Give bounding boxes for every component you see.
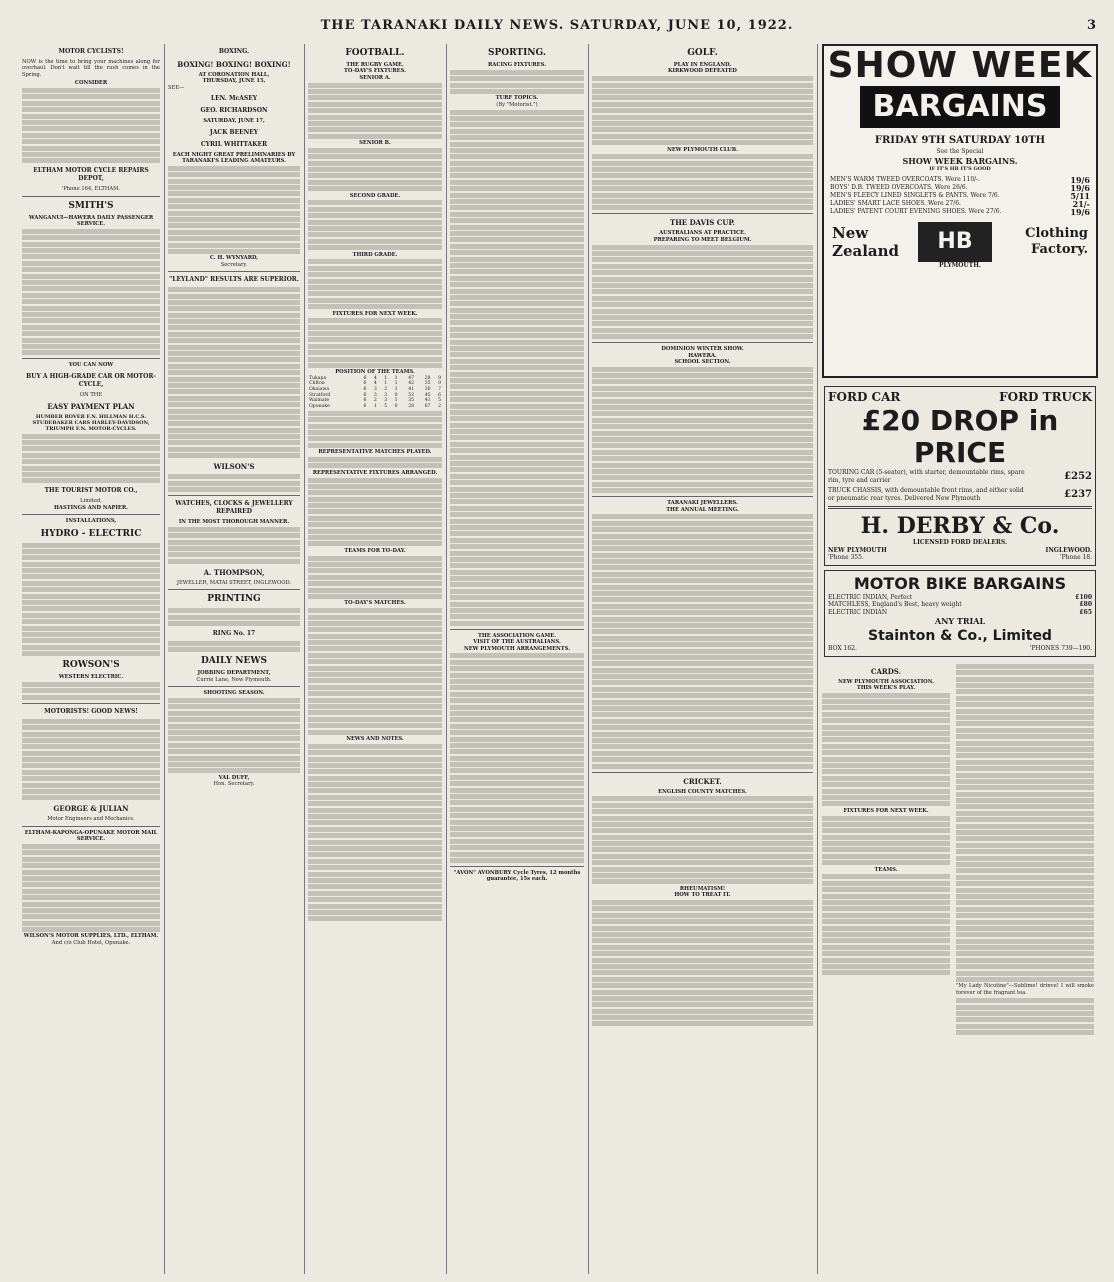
price-row (824, 176, 1096, 184)
senior-b-heading: SENIOR B. (359, 140, 391, 147)
my-lady-text: "My Lady Nicotine"—Sublime! drinve! I will smoke forever of the fragrant tea. (956, 983, 1094, 996)
body-text (22, 434, 160, 484)
ladder-cell: 0 (394, 403, 398, 409)
tourist-motor-heading: THE TOURIST MOTOR CO., (44, 487, 138, 495)
wilsons-motor-heading: WILSON'S MOTOR SUPPLIES, LTD., ELTHAM. (23, 933, 159, 940)
ladder-cell: 53 (408, 392, 415, 398)
see-special: See the Special (936, 148, 984, 155)
body-text (22, 88, 160, 163)
preliminaries: EACH NIGHT GREAT PRELIMINARIES BY TARANAKI'S LEADING AMATEURS. (172, 151, 296, 165)
currie-lane: Currie Lane, New Plymouth. (196, 676, 272, 683)
motor-bike-ad (824, 570, 1096, 657)
fixtures-next-heading: FIXTURES FOR NEXT WEEK. (843, 807, 929, 814)
ladder-cell: 6 (363, 387, 367, 393)
clothing-factory: Clothing Factory. (1025, 225, 1088, 257)
ladder-cell: 6 (363, 381, 367, 387)
price-value: 5/11 (1070, 190, 1090, 201)
ford-ad (824, 386, 1096, 566)
ladder-cell: 1 (384, 381, 388, 387)
bike-item: ELECTRIC INDIAN (828, 608, 888, 616)
ladder-cell: 4 (373, 381, 377, 387)
body-text (22, 682, 160, 700)
body-text (592, 900, 813, 1026)
boxer-geo: GEO. RICHARDSON (200, 107, 268, 115)
ladder-cell: 4 (373, 375, 377, 381)
bike-item: MATCHLESS, England's Best, heavy weight (828, 601, 962, 608)
truck-price: £237 (1064, 488, 1092, 500)
leyland-heading: "LEYLAND" RESULTS ARE SUPERIOR. (169, 276, 299, 284)
western-electric: WESTERN ELECTRIC. (58, 674, 124, 681)
truck-desc: TRUCK CHASSIS, with demountable front rims, and either solid or pneumatic rear tyres. Delivered New Plymouth (828, 487, 1024, 502)
england-heading: PLAY IN ENGLAND. (673, 62, 732, 68)
body-text (822, 874, 950, 975)
rep-fixtures-heading: REPRESENTATIVE FIXTURES ARRANGED. (312, 469, 438, 476)
ladder-cell: 6 (363, 403, 367, 409)
page-number: 3 (1086, 18, 1096, 33)
todays-matches-heading: TO-DAY'S MATCHES. (344, 600, 406, 607)
ladder-cell: 6 (363, 398, 367, 404)
np-association-heading: NEW PLYMOUTH ASSOCIATION. (838, 678, 934, 685)
ladder-cell: 9 (438, 375, 441, 381)
np-arrangements-heading: NEW PLYMOUTH ARRANGEMENTS. (463, 645, 571, 652)
phone-355: 'Phone 355. (828, 554, 864, 561)
body-text (592, 245, 813, 339)
ladder-cell: 3 (373, 387, 377, 393)
golf-heading: GOLF. (687, 48, 718, 58)
school-section-heading: SCHOOL SECTION. (674, 358, 731, 365)
phone-18: 'Phone 18. (1059, 554, 1092, 561)
column-rule (164, 44, 165, 1274)
column-rule (588, 44, 589, 1274)
show-week-bargains: SHOW WEEK BARGAINS. (902, 155, 1018, 166)
third-grade-heading: THIRD GRADE. (352, 251, 398, 258)
ladder-cell: 42 (408, 381, 415, 387)
body-text (22, 543, 160, 657)
jeweller-address: JEWELLER, MATAI STREET, INGLEWOOD. (176, 579, 292, 586)
body-text (22, 719, 160, 801)
price-item: MEN'S WARM TWEED OVERCOATS. Were 110/-. (830, 175, 981, 183)
newspaper-title: THE TARANAKI DAILY NEWS. SATURDAY, JUNE 10, 1922. (320, 18, 794, 33)
boxer-jack: JACK BEENEY (209, 128, 259, 136)
turf-heading: TURF TOPICS. (495, 95, 539, 102)
price-item: BOYS' D.B. TWEED OVERCOATS. Were 26/6. (830, 183, 968, 191)
price-value: 21/- (1072, 198, 1090, 209)
watches-heading: WATCHES, CLOCKS & JEWELLERY REPAIRED (175, 500, 293, 516)
show-days: FRIDAY 9TH SATURDAY 10TH (874, 135, 1046, 146)
daily-news-heading: DAILY NEWS (200, 656, 267, 667)
price-item: LADIES' SMART LACE SHOES. Were 27/6. (830, 199, 961, 207)
saturday-date: SATURDAY, JUNE 17, (203, 118, 265, 125)
jobbing-dept: JOBBING DEPARTMENT, (197, 670, 271, 677)
ladder-cell: 3 (384, 398, 388, 404)
ladder-cell: 35 (408, 398, 415, 404)
stainton-box: BOX 162. (828, 645, 857, 652)
on-the: ON THE (79, 391, 103, 398)
body-text (450, 70, 584, 94)
ladder-cell: 7 (438, 387, 441, 393)
column-1 (22, 44, 160, 1274)
fixtures-heading: TO-DAY'S FIXTURES. (344, 68, 406, 75)
ladder-cell: 67 (424, 403, 431, 409)
tourist-limited: Limited, (80, 498, 102, 505)
news-notes-heading: NEWS AND NOTES. (346, 735, 404, 742)
body-text (22, 229, 160, 355)
australians-heading: AUSTRALIANS AT PRACTICE. (659, 230, 746, 237)
hawera-heading: HAWERA. (688, 352, 717, 359)
ladder-cell: Clifton (309, 381, 325, 387)
price-row (824, 208, 1096, 216)
its-good-badge: IF IT'S HB IT'S GOOD (929, 165, 991, 172)
ladder-cell: 1 (394, 398, 398, 404)
price-value: 19/6 (1070, 182, 1090, 193)
buy-heading: BUY A HIGH-GRADE CAR OR MOTOR-CYCLE, (26, 372, 156, 388)
association-heading: THE ASSOCIATION GAME. (477, 632, 557, 639)
body-text (308, 608, 442, 734)
np-club-heading: NEW PLYMOUTH CLUB. (667, 146, 738, 153)
column-rule (304, 44, 305, 1274)
hb-logo: HB (918, 222, 992, 262)
see-label: SEE— (168, 84, 185, 91)
body-text (308, 478, 442, 547)
ladder-cell: 3 (373, 392, 377, 398)
ladder-cell: 2 (373, 398, 377, 404)
bike-bargains-heading: MOTOR BIKE BARGAINS (853, 573, 1067, 593)
wanganui-heading: WANGANUI—HAWERA DAILY PASSENGER SERVICE. (28, 214, 154, 228)
np-location: NEW PLYMOUTH (828, 546, 887, 554)
ladder-cell: 1 (394, 381, 398, 387)
hastings-napier: HASTINGS AND NAPIER. (54, 504, 128, 511)
ladder-cell: 0 (394, 392, 398, 398)
body-text (450, 653, 584, 863)
inglewood-location: INGLEWOOD. (1045, 546, 1092, 554)
avon-tyres-ad: "AVON" AVONBURY Cycle Tyres, 12 months guarantee, 15s each. (453, 869, 581, 883)
senior-a-heading: SENIOR A. (359, 74, 391, 81)
ladder-cell: 5 (384, 403, 388, 409)
price-value: 19/6 (1070, 174, 1090, 185)
show-week-ad (822, 44, 1098, 378)
rep-played-heading: REPRESENTATIVE MATCHES PLAYED. (318, 449, 432, 456)
body-text (308, 148, 442, 191)
coronation-hall: AT CORONATION HALL, (198, 72, 270, 78)
column-rule (817, 44, 818, 1274)
any-trial: ANY TRIAL (934, 616, 986, 626)
davis-cup-heading: THE DAVIS CUP. (669, 218, 735, 228)
ladder-cell: Tukapa (309, 375, 327, 381)
smiths-heading: SMITH'S (68, 200, 114, 211)
body-text (592, 367, 813, 493)
column-6 (822, 44, 1098, 1274)
wilsons-motor-sub: And c/o Club Hotel, Opunake. (51, 939, 131, 946)
body-text (168, 527, 300, 564)
george-julian-sub: Motor Engineers and Mechanics. (47, 816, 135, 823)
ladder-cell: 35 (424, 381, 431, 387)
rugby-heading: THE RUGBY GAME. (346, 62, 404, 68)
ladder-cell: 5 (438, 398, 441, 404)
thorough-manner: IN THE MOST THOROUGH MANNER. (178, 519, 290, 526)
stainton-phones: 'PHONES 739—190. (1029, 645, 1092, 652)
annual-meeting-heading: THE ANNUAL MEETING. (666, 506, 739, 513)
easy-payment-heading: EASY PAYMENT PLAN (47, 402, 135, 412)
second-grade-heading: SECOND GRADE. (349, 192, 401, 199)
turf-byline: (By "Motorist.") (496, 101, 538, 108)
thompson-heading: A. THOMPSON, (203, 567, 265, 577)
how-to-treat: HOW TO TREAT IT. (674, 892, 731, 899)
body-text (592, 76, 813, 145)
bike-row (828, 601, 1092, 609)
body-text (308, 200, 442, 250)
body-text (308, 318, 442, 368)
body-text (308, 259, 442, 309)
ladder-cell: 6 (438, 392, 441, 398)
dominion-show-heading: DOMINION WINTER SHOW. (661, 346, 744, 353)
rheumatism-heading: RHEUMATISM! (679, 885, 726, 892)
ladder-cell: 41 (424, 398, 431, 404)
position-heading: POSITION OF THE TEAMS. (335, 369, 415, 376)
stainton-heading: Stainton & Co., Limited (868, 628, 1052, 644)
bike-list (828, 594, 1092, 617)
ladder-cell: Stratford (309, 392, 331, 398)
bike-price: £65 (1079, 608, 1092, 616)
body-text (592, 796, 813, 884)
column-4 (450, 44, 584, 1274)
column-rule (446, 44, 447, 1274)
ladder-cell: 45 (424, 392, 431, 398)
bike-row (828, 609, 1092, 617)
teams-today-heading: TEAMS FOR TO-DAY. (344, 547, 406, 554)
touring-car-desc: TOURING CAR (5-seater), with starter, demountable rims, spare rim, tyre and carrier (828, 469, 1025, 484)
masthead (0, 18, 1114, 38)
body-text (168, 287, 300, 458)
price-item: LADIES' PATENT COURT EVENING SHOES. Were 27/6. (830, 207, 1002, 215)
ladder-cell: 1 (394, 387, 398, 393)
boxer-cyril: CYRIL WHITTAKER (200, 140, 268, 148)
body-text (308, 457, 442, 468)
bargains-banner: BARGAINS (860, 86, 1060, 128)
kirkwood-heading: KIRKWOOD DEFEATED (668, 68, 737, 75)
installations-heading: INSTALLATIONS, (65, 518, 117, 525)
eltham-phone: 'Phone 164, ELTHAM. (61, 186, 121, 193)
football-heading: FOOTBALL. (345, 48, 405, 58)
body-text (168, 698, 300, 773)
this-week-heading: THIS WEEK'S PLAY. (856, 684, 916, 691)
thursday-date: THURSDAY, JUNE 15, (202, 78, 266, 85)
county-heading: ENGLISH COUNTY MATCHES. (658, 788, 747, 795)
licensed-dealers: LICENSED FORD DEALERS. (912, 539, 1008, 546)
body-text (592, 514, 813, 768)
ladder-cell: 6 (363, 375, 367, 381)
bike-row (828, 594, 1092, 602)
touring-car-price: £252 (1064, 470, 1092, 482)
ladder-cell: 2 (438, 403, 441, 409)
eltham-heading: ELTHAM MOTOR CYCLE REPAIRS DEPOT, (33, 167, 149, 183)
body-text (168, 641, 300, 652)
ladder-cell: 47 (408, 375, 415, 381)
price-list (824, 176, 1096, 216)
ladder-cell: 28 (408, 403, 415, 409)
wynyard-signature: C. H. WYNYARD, (209, 255, 259, 262)
you-can-now: YOU CAN NOW (68, 362, 114, 369)
body-text (22, 844, 160, 932)
motorists-heading: MOTORISTS! GOOD NEWS! (44, 707, 138, 715)
plymouth-label: PLYMOUTH. (939, 261, 981, 269)
ladder-cell: Okaiawa (309, 387, 330, 393)
ladder-cell: 41 (408, 387, 415, 393)
teams-heading: TEAMS. (874, 866, 898, 873)
price-row (824, 200, 1096, 208)
ladder-cell: 1 (384, 375, 388, 381)
body-text (592, 154, 813, 210)
val-duff: VAL DUFF, (218, 774, 250, 781)
wynyard-secretary: Secretary. (220, 261, 248, 268)
ford-truck-label: FORD TRUCK (999, 390, 1092, 404)
consider-heading: CONSIDER (74, 80, 108, 87)
price-row (824, 192, 1096, 200)
body-text (308, 556, 442, 599)
body-text (822, 816, 950, 866)
visit-heading: VISIT OF THE AUSTRALIANS. (473, 639, 561, 646)
ladder-cell: 28 (424, 375, 431, 381)
price-value: 19/6 (1070, 206, 1090, 217)
column-2 (168, 44, 300, 1274)
ladder-row (308, 404, 442, 410)
body-text (308, 83, 442, 139)
column-5 (592, 44, 813, 1274)
george-julian-heading: GEORGE & JULIAN (53, 804, 129, 814)
ford-car-label: FORD CAR (828, 390, 901, 404)
wilsons-heading: WILSON'S (213, 462, 255, 472)
bike-item: ELECTRIC INDIAN, Perfect (828, 593, 913, 601)
body-text (308, 411, 442, 448)
cards-heading: CARDS. (870, 666, 902, 676)
belgium-heading: PREPARING TO MEET BELGIUM. (653, 236, 752, 243)
kaponga-heading: ELTHAM-KAPONGA-OPUNAKE MOTOR MAIL SERVICE. (24, 829, 158, 843)
new-zealand-label: New Zealand (832, 223, 900, 260)
body-text (956, 664, 1094, 982)
ring-17: RING No. 17 (212, 629, 256, 637)
derby-heading: H. DERBY & Co. (860, 513, 1060, 539)
boxing-heading: BOXING. (218, 48, 250, 55)
motor-cyclists-heading: MOTOR CYCLISTS! (58, 48, 124, 55)
jewellers-heading: TARANAKI JEWELLERS. (667, 500, 738, 507)
boxer-len: LEN. McASEY (210, 95, 258, 103)
next-week-heading: FIXTURES FOR NEXT WEEK. (332, 310, 418, 317)
ladder-cell: 30 (424, 387, 431, 393)
price-drop-heading: £20 DROP in PRICE (861, 404, 1059, 469)
hydro-electric-heading: HYDRO - ELECTRIC (40, 528, 142, 539)
ladder-cell: Waimate (309, 398, 330, 404)
body-text (450, 110, 584, 626)
shooting-season: SHOOTING SEASON. (203, 690, 265, 697)
printing-heading: PRINTING (207, 594, 261, 605)
ladder-cell: 1 (373, 403, 377, 409)
price-row (824, 184, 1096, 192)
now-time-text: NOW is the time to bring your machines along for overhaul. Don't wait till the rush comes in the Spring. (22, 59, 160, 78)
racing-heading: RACING FIXTURES. (487, 62, 547, 68)
body-text (168, 608, 300, 626)
cricket-heading: CRICKET. (683, 776, 722, 786)
bike-price: £100 (1075, 593, 1092, 601)
column-3 (308, 44, 442, 1274)
ladder-cell: 9 (438, 381, 441, 387)
ladder-cell: 2 (384, 387, 388, 393)
ladder-cell: 6 (363, 392, 367, 398)
ladder-cell: 3 (384, 392, 388, 398)
sporting-heading: SPORTING. (487, 48, 547, 58)
body-text (956, 998, 1094, 1035)
body-text (168, 166, 300, 254)
position-table (308, 376, 442, 410)
makes-list: HUMBER ROVER F.N. HILLMAN H.C.S. STUDEBAKER CARS HARLEY-DAVIDSON, TRIUMPH F.N. MOTOR-CYCLES. (32, 414, 150, 433)
rowsons-heading: ROWSON'S (62, 660, 120, 671)
body-text (822, 693, 950, 807)
bike-price: £80 (1079, 601, 1092, 608)
price-item: MEN'S FLEECY LINED SINGLETS & PANTS. Were 7/6. (830, 191, 1000, 199)
ladder-cell: Opunake (309, 403, 330, 409)
body-text (308, 744, 442, 922)
boxing-banner: BOXING! BOXING! BOXING! (177, 60, 291, 69)
val-duff-title: Hon. Secretary. (213, 781, 255, 788)
show-week-title: SHOW WEEK (827, 45, 1093, 86)
body-text (168, 474, 300, 492)
ladder-cell: 1 (394, 375, 398, 381)
